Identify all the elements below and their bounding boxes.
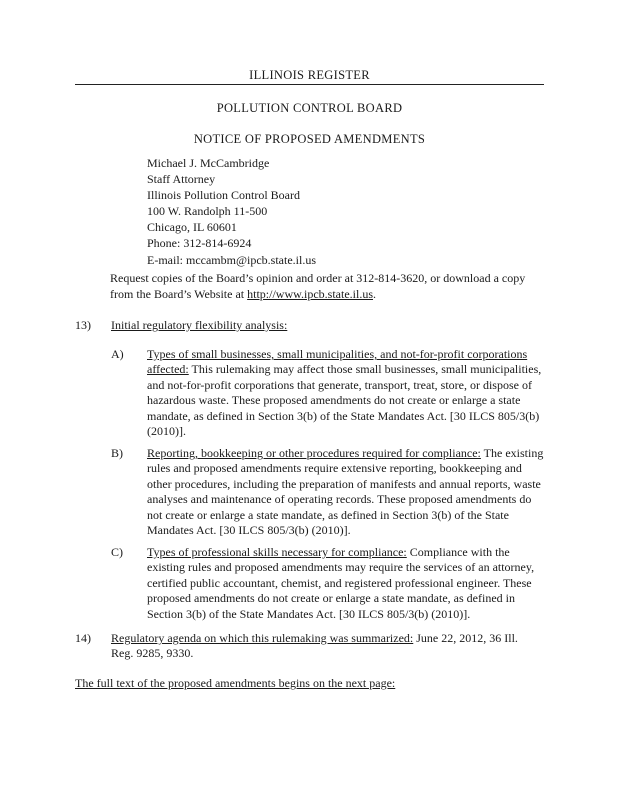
item-c-body: Compliance with the existing rules and proposed amendments may require the services of an attorney, certified public accountant, chemist, and registered professional engineer. These proposed amendments do not create or enlarge a state mandate, as defined in Section 3(b) of the State Mandates Act. [30 ILCS 805/3(b) (2010)]. — [147, 545, 535, 621]
contact-block — [147, 155, 316, 268]
item-a-letter: A) — [111, 347, 124, 361]
section-13-number: 13) — [75, 318, 91, 332]
register-title: ILLINOIS REGISTER — [249, 68, 370, 82]
item-a-paragraph — [147, 347, 547, 439]
section-14-number: 14) — [75, 631, 91, 645]
request-paragraph — [110, 271, 550, 302]
item-b-paragraph — [147, 446, 547, 538]
section-14-paragraph — [111, 631, 531, 662]
contact-address: 100 W. Randolph 11-500 — [147, 204, 268, 219]
contact-email: E-mail: mccambm@ipcb.state.il.us — [147, 252, 317, 267]
section-14-body: June 22, 2012, 36 Ill. Reg. 9285, 9330. — [111, 631, 518, 661]
item-a-heading: Types of small businesses, small municipalities, and not-for-profit corporations affected: — [147, 347, 528, 377]
request-text: Request copies of the Board’s opinion and order at 312-814-3620, or download a copy from the Board’s Website at — [110, 271, 526, 301]
item-b-letter: B) — [111, 446, 123, 460]
board-name: POLLUTION CONTROL BOARD — [216, 101, 403, 115]
section-13-heading: Initial regulatory flexibility analysis: — [111, 318, 288, 332]
item-b-heading: Reporting, bookkeeping or other procedures required for compliance: — [147, 446, 481, 460]
item-a-body: This rulemaking may affect those small businesses, small municipalities, and not-for-profit corporations that generate, transport, treat, store, or dispose of hazardous waste. These proposed amendments do not create or enlarge a state mandate, as defined in Section 3(b) of the State Mandates Act. [30 ILCS 805/3(b) (2010)]. — [147, 362, 542, 439]
item-c-letter: C) — [111, 545, 123, 559]
full-text-note: The full text of the proposed amendments begins on the next page: — [75, 676, 396, 690]
website-link[interactable]: http://www.ipcb.state.il.us — [247, 286, 374, 301]
contact-title: Staff Attorney — [147, 172, 216, 187]
contact-org: Illinois Pollution Control Board — [147, 188, 301, 203]
item-b-body: The existing rules and proposed amendments require extensive reporting, bookkeeping and other procedures, including the preparation of manifests and annual reports, waste analyses and maintenance of operating records. These proposed amendments do not create or enlarge a state mandate, as defined in Section 3(b) of the State Mandates Act. [30 ILCS 805/3(b) (2010)]. — [147, 446, 544, 538]
contact-name: Michael J. McCambridge — [147, 156, 270, 170]
contact-phone: Phone: 312-814-6924 — [147, 236, 252, 251]
section-14-heading: Regulatory agenda on which this rulemaking was summarized: — [111, 631, 414, 645]
notice-title: NOTICE OF PROPOSED AMENDMENTS — [193, 132, 426, 146]
header-rule — [75, 84, 544, 85]
contact-city: Chicago, IL 60601 — [147, 220, 237, 235]
item-c-heading: Types of professional skills necessary for compliance: — [147, 545, 407, 559]
request-period: . — [373, 286, 377, 301]
item-c-paragraph — [147, 545, 547, 622]
